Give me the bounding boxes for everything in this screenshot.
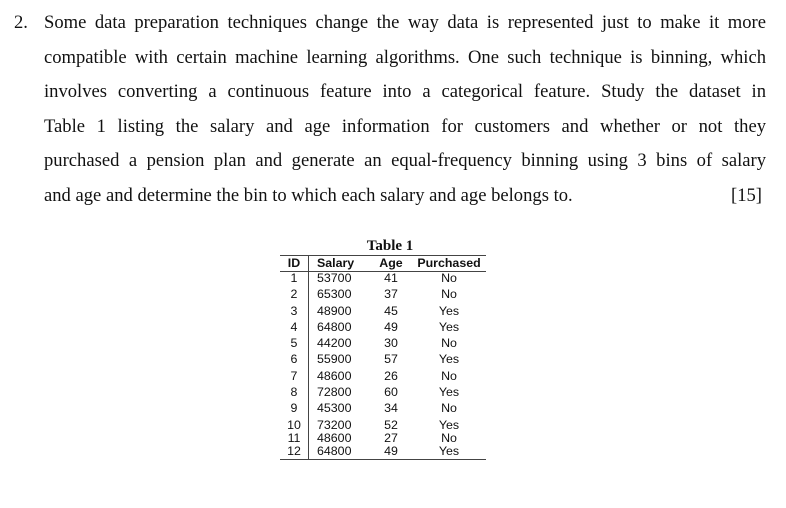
cell-id: 9 [280,402,309,418]
header-salary: Salary [309,256,371,272]
question-line: compatible with certain machine learning algorithms. One such technique is binning, which [44,46,766,68]
cell-salary: 48600 [317,430,352,445]
cell-purchased: No [441,271,457,285]
table-row [280,288,486,304]
table-row [280,419,486,432]
cell-age: 49 [384,319,398,334]
table-header-row [280,256,486,272]
cell-id: 11 [280,432,309,445]
table-row [280,353,486,369]
cell-age: 37 [384,287,398,302]
cell-salary: 73200 [317,417,352,432]
cell-salary: 48600 [317,368,352,383]
table-row [280,445,486,460]
table-title: Table 1 [366,238,414,254]
cell-age: 52 [384,417,398,432]
cell-salary: 55900 [317,352,352,367]
cell-purchased: No [441,368,457,383]
data-table [280,255,486,460]
cell-id: 2 [280,288,309,304]
cell-id: 6 [280,353,309,369]
cell-salary: 45300 [317,401,352,416]
question-line: Some data preparation techniques change the way data is represented just to make it more [44,12,766,33]
cell-age: 34 [384,401,398,416]
table-row [280,386,486,402]
cell-salary: 44200 [317,336,352,351]
question-marks: [15] [731,185,762,206]
cell-age: 26 [384,368,398,383]
cell-id: 1 [280,272,309,289]
cell-age: 60 [384,385,398,400]
cell-id: 12 [280,445,309,460]
table-row [280,432,486,445]
header-id: ID [280,256,309,272]
question-number: 2. [14,12,28,33]
question-line: and age and determine the bin to which each salary and age belongs to. [44,185,573,206]
cell-id: 3 [280,305,309,321]
cell-id: 4 [280,321,309,337]
cell-age: 27 [384,430,398,445]
cell-age: 41 [384,271,398,285]
cell-salary: 53700 [317,271,352,285]
cell-salary: 72800 [317,385,352,400]
table-row [280,370,486,386]
cell-id: 10 [280,419,309,432]
cell-purchased: Yes [438,352,460,367]
header-purchased: Purchased [412,256,486,272]
question-line: purchased a pension plan and generate an equal-frequency binning using 3 bins of salary [44,150,766,172]
cell-id: 8 [280,386,309,402]
cell-purchased: Yes [438,385,460,400]
cell-purchased: Yes [438,303,460,318]
table-row [280,337,486,353]
cell-age: 57 [384,352,398,367]
cell-purchased: Yes [438,417,460,432]
cell-age: 45 [384,303,398,318]
header-age: Age [370,256,412,272]
cell-salary: 64800 [309,445,371,460]
cell-salary: 65300 [317,287,352,302]
table-row [280,272,486,289]
cell-purchased: Yes [438,319,460,334]
cell-id: 5 [280,337,309,353]
cell-salary: 64800 [317,319,352,334]
table-row [280,305,486,321]
table-row [280,321,486,337]
question-line: involves converting a continuous feature into a categorical feature. Study the dataset in [44,81,766,103]
cell-age: 30 [384,336,398,351]
cell-purchased: Yes [412,445,486,460]
cell-id: 7 [280,370,309,386]
cell-age: 49 [370,445,412,460]
cell-purchased: No [441,401,457,416]
cell-purchased: No [441,287,457,302]
table-row [280,402,486,418]
cell-purchased: No [441,430,457,445]
cell-salary: 48900 [317,303,352,318]
question-line: Table 1 listing the salary and age information for customers and whether or not they [44,115,766,137]
cell-purchased: No [441,336,457,351]
